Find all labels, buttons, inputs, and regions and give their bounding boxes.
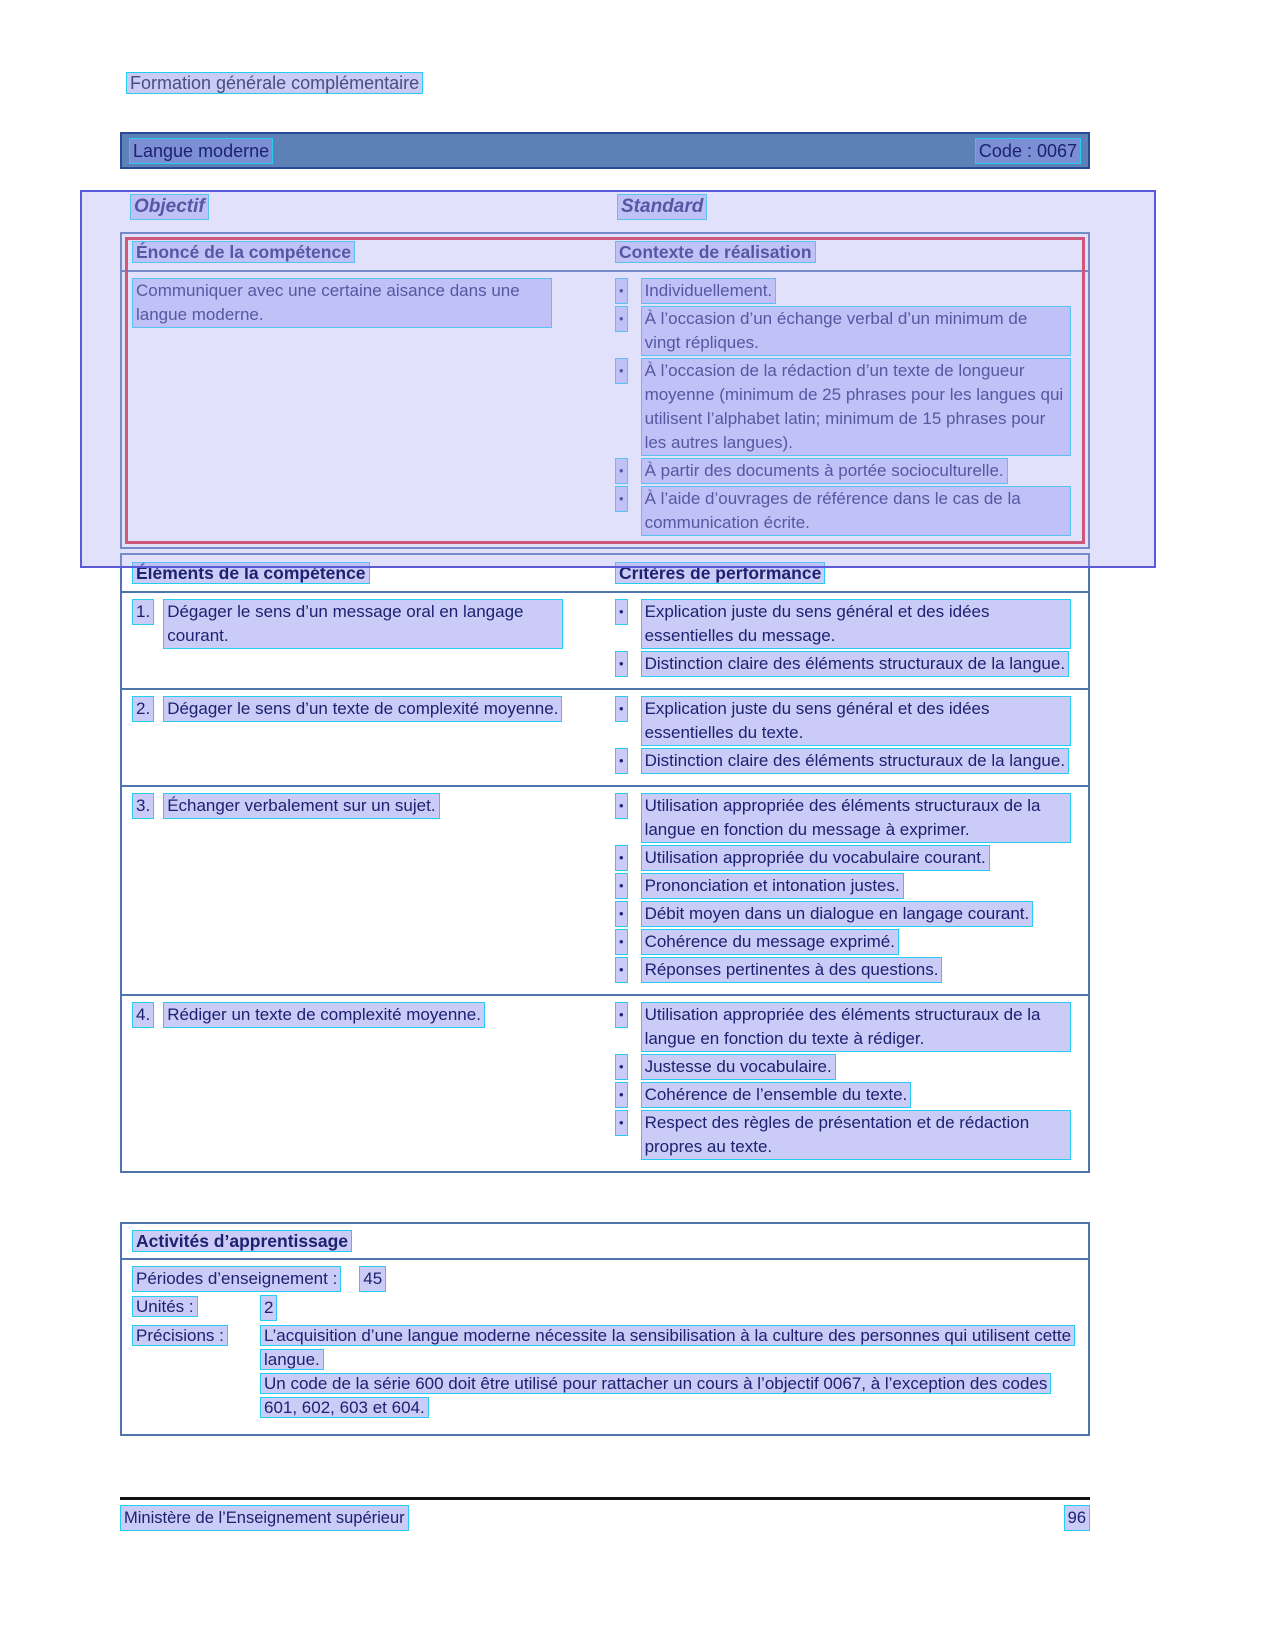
context-text: À partir des documents à portée socioculturelle. xyxy=(641,458,1008,484)
bullet-icon: • xyxy=(615,957,628,983)
context-item xyxy=(615,358,1078,456)
element-row xyxy=(122,785,1088,994)
element-row xyxy=(122,688,1088,785)
precisions-row xyxy=(132,1324,1078,1420)
criteria-item xyxy=(615,793,1078,843)
criteria-text: Réponses pertinentes à des questions. xyxy=(641,957,943,983)
bullet-icon: • xyxy=(615,358,628,384)
standard-heading: Standard xyxy=(617,194,707,220)
bullet-icon: • xyxy=(615,599,628,625)
context-item xyxy=(615,486,1078,536)
activities-title-row xyxy=(122,1224,1088,1260)
unites-row xyxy=(132,1295,1078,1321)
criteria-item xyxy=(615,845,1078,871)
element-row xyxy=(122,593,1088,688)
category-label xyxy=(126,71,423,95)
numbered-item xyxy=(132,1002,595,1028)
context-item xyxy=(615,278,1078,304)
criteria-item xyxy=(615,748,1078,774)
element-cell xyxy=(122,690,605,785)
criteria-text: Débit moyen dans un dialogue en langage courant. xyxy=(641,901,1034,927)
criteria-item xyxy=(615,1110,1078,1160)
numbered-item xyxy=(132,599,595,649)
bullet-icon: • xyxy=(615,901,628,927)
bullet-icon: • xyxy=(615,1082,628,1108)
enonce-header-cell xyxy=(122,234,605,270)
element-number: 3. xyxy=(132,793,154,819)
criteria-text: Respect des règles de présentation et de rédaction propres au texte. xyxy=(641,1110,1071,1160)
context-cell xyxy=(605,272,1088,547)
context-text: À l’aide d’ouvrages de référence dans le cas de la communication écrite. xyxy=(641,486,1071,536)
criteria-item xyxy=(615,1082,1078,1108)
banner-code: Code : 0067 xyxy=(975,138,1081,164)
precisions-paragraph xyxy=(260,1324,1078,1372)
objectif-heading: Objectif xyxy=(130,194,209,220)
criteria-cell xyxy=(605,996,1088,1171)
bullet-icon: • xyxy=(615,845,628,871)
category-label-text: Formation générale complémentaire xyxy=(126,72,423,94)
bullet-icon: • xyxy=(615,748,628,774)
element-text: Rédiger un texte de complexité moyenne. xyxy=(163,1002,485,1028)
unites-label-col xyxy=(132,1295,260,1321)
context-text: À l’occasion d’un échange verbal d’un minimum de vingt répliques. xyxy=(641,306,1071,356)
unites-label: Unités : xyxy=(132,1296,198,1317)
element-number: 4. xyxy=(132,1002,154,1028)
bullet-icon: • xyxy=(615,1002,628,1028)
precisions-label-col xyxy=(132,1324,260,1420)
criteria-text: Explication juste du sens général et des idées essentielles du texte. xyxy=(641,696,1071,746)
activities-body xyxy=(122,1260,1088,1434)
contexte-header-cell xyxy=(605,234,1088,270)
elements-table xyxy=(120,553,1090,1173)
bullet-icon: • xyxy=(615,306,628,332)
bullet-icon: • xyxy=(615,873,628,899)
competence-statement: Communiquer avec une certaine aisance dans une langue moderne. xyxy=(132,278,552,328)
elements-header-cell xyxy=(122,555,605,591)
bullet-icon: • xyxy=(615,278,628,304)
element-cell xyxy=(122,996,605,1171)
criteria-item xyxy=(615,901,1078,927)
criteria-item xyxy=(615,651,1078,677)
context-text: À l’occasion de la rédaction d’un texte de longueur moyenne (minimum de 25 phrases pour les langues qui utilisent l’alphabet latin; minimum de 15 phrases pour les autres langues). xyxy=(641,358,1071,456)
section-headings-row xyxy=(120,194,1090,224)
periodes-label: Périodes d’enseignement : xyxy=(132,1266,341,1292)
criteria-text: Distinction claire des éléments structuraux de la langue. xyxy=(641,651,1070,677)
page-footer xyxy=(120,1497,1090,1531)
bullet-icon: • xyxy=(615,458,628,484)
criteria-item xyxy=(615,599,1078,649)
bullet-icon: • xyxy=(615,1110,628,1136)
element-cell xyxy=(122,593,605,688)
context-item xyxy=(615,306,1078,356)
criteria-cell xyxy=(605,787,1088,994)
periodes-row xyxy=(132,1266,1078,1292)
criteria-item xyxy=(615,696,1078,746)
precisions-label: Précisions : xyxy=(132,1325,228,1346)
criteria-text: Explication juste du sens général et des idées essentielles du message. xyxy=(641,599,1071,649)
contexte-header-text: Contexte de réalisation xyxy=(615,241,816,263)
elements-table-header xyxy=(122,555,1088,593)
criteria-text: Prononciation et intonation justes. xyxy=(641,873,904,899)
criteria-text: Cohérence du message exprimé. xyxy=(641,929,899,955)
precisions-text-block xyxy=(260,1324,1078,1420)
activities-box xyxy=(120,1222,1090,1436)
criteria-text: Utilisation appropriée des éléments structuraux de la langue en fonction du texte à rédiger. xyxy=(641,1002,1071,1052)
context-text: Individuellement. xyxy=(641,278,777,304)
banner-title: Langue moderne xyxy=(129,138,273,164)
criteria-item xyxy=(615,873,1078,899)
criteria-item xyxy=(615,1054,1078,1080)
page-number: 96 xyxy=(1064,1505,1090,1531)
unites-value: 2 xyxy=(260,1295,277,1321)
element-row xyxy=(122,994,1088,1171)
statement-cell xyxy=(122,272,605,547)
criteria-text: Justesse du vocabulaire. xyxy=(641,1054,836,1080)
precisions-text: Un code de la série 600 doit être utilisé pour rattacher un cours à l’objectif 0067, à l’exception des codes 601, 602, 603 et 604. xyxy=(260,1373,1051,1418)
competence-table xyxy=(120,232,1090,549)
criteria-text: Utilisation appropriée du vocabulaire courant. xyxy=(641,845,990,871)
element-cell xyxy=(122,787,605,994)
criteria-item xyxy=(615,929,1078,955)
precisions-text: L’acquisition d’une langue moderne nécessite la sensibilisation à la culture des personnes qui utilisent cette langue. xyxy=(260,1325,1075,1370)
element-number: 1. xyxy=(132,599,154,625)
element-text: Dégager le sens d’un message oral en langage courant. xyxy=(163,599,563,649)
element-text: Échanger verbalement sur un sujet. xyxy=(163,793,439,819)
criteres-header-text: Critères de performance xyxy=(615,562,825,584)
bullet-icon: • xyxy=(615,486,628,512)
activities-title: Activités d’apprentissage xyxy=(132,1230,352,1252)
competence-table-body xyxy=(122,272,1088,547)
numbered-item xyxy=(132,793,595,819)
criteres-header-cell xyxy=(605,555,1088,591)
periodes-value: 45 xyxy=(359,1266,386,1292)
bullet-icon: • xyxy=(615,651,628,677)
element-number: 2. xyxy=(132,696,154,722)
element-text: Dégager le sens d’un texte de complexité moyenne. xyxy=(163,696,562,722)
footer-ministry: Ministère de l’Enseignement supérieur xyxy=(120,1505,409,1531)
bullet-icon: • xyxy=(615,1054,628,1080)
title-banner xyxy=(120,132,1090,169)
context-item xyxy=(615,458,1078,484)
competence-table-header xyxy=(122,234,1088,272)
elements-header-text: Éléments de la compétence xyxy=(132,562,370,584)
criteria-text: Distinction claire des éléments structuraux de la langue. xyxy=(641,748,1070,774)
bullet-icon: • xyxy=(615,696,628,722)
precisions-paragraph xyxy=(260,1372,1078,1420)
criteria-cell xyxy=(605,593,1088,688)
numbered-item xyxy=(132,696,595,722)
criteria-cell xyxy=(605,690,1088,785)
bullet-icon: • xyxy=(615,793,628,819)
criteria-text: Utilisation appropriée des éléments structuraux de la langue en fonction du message à exprimer. xyxy=(641,793,1071,843)
criteria-item xyxy=(615,1002,1078,1052)
criteria-text: Cohérence de l’ensemble du texte. xyxy=(641,1082,912,1108)
enonce-header-text: Énoncé de la compétence xyxy=(132,241,355,263)
criteria-item xyxy=(615,957,1078,983)
bullet-icon: • xyxy=(615,929,628,955)
